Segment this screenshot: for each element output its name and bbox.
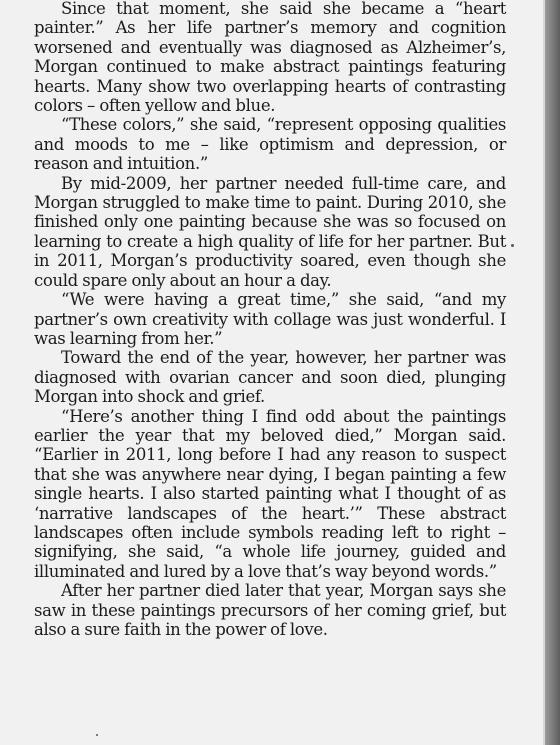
article-paragraph: “Here’s another thing I find odd about the paintings earlier the year that my beloved died,” Morgan said. “Earlier in 2011, long before I had any reason to suspect that she was anywhere near dying, I began painting a few single hearts. I also started painting what I thought of as ‘narrative landscapes of the heart.’” These abstract landscapes often include symbols reading left to right – signifying, she said, “a whole life journey, guided and illuminated and lured by a love that’s way beyond words.”: [34, 406, 506, 581]
article-paragraph: “We were having a great time,” she said, “and my partner’s own creativity with collage was just wonderful. I was learning from her.”: [34, 290, 506, 348]
article-paragraph: “These colors,” she said, “represent opposing qualities and moods to me – like optimism and depression, or reason and intuition.”: [34, 115, 506, 174]
print-speck: [511, 244, 514, 247]
article-paragraph: By mid-2009, her partner needed full-time care, and Morgan struggled to make time to paint. During 2010, she finished only one painting because she was so focused on learning to create a high quality of life for her partner. But in 2011, Morgan’s productivity soared, even though she could spare only about an hour a day.: [34, 173, 506, 290]
article-paragraph: After her partner died later that year, Morgan says she saw in these paintings precursors of her coming grief, but also a sure faith in the power of love.: [34, 581, 506, 639]
background-shadow: [545, 0, 560, 745]
article-body: [34, 0, 506, 639]
print-speck: [96, 734, 98, 736]
article-paragraph: Since that moment, she said she became a “heart painter.” As her life partner’s memory and cognition worsened and eventually was diagnosed as Alzheimer’s, Morgan continued to make abstract paintings featuring hearts. Many show two overlapping hearts of contrasting colors – often yellow and blue.: [34, 0, 506, 116]
article-paragraph: Toward the end of the year, however, her partner was diagnosed with ovarian cancer and soon died, plunging Morgan into shock and grief.: [34, 348, 506, 407]
